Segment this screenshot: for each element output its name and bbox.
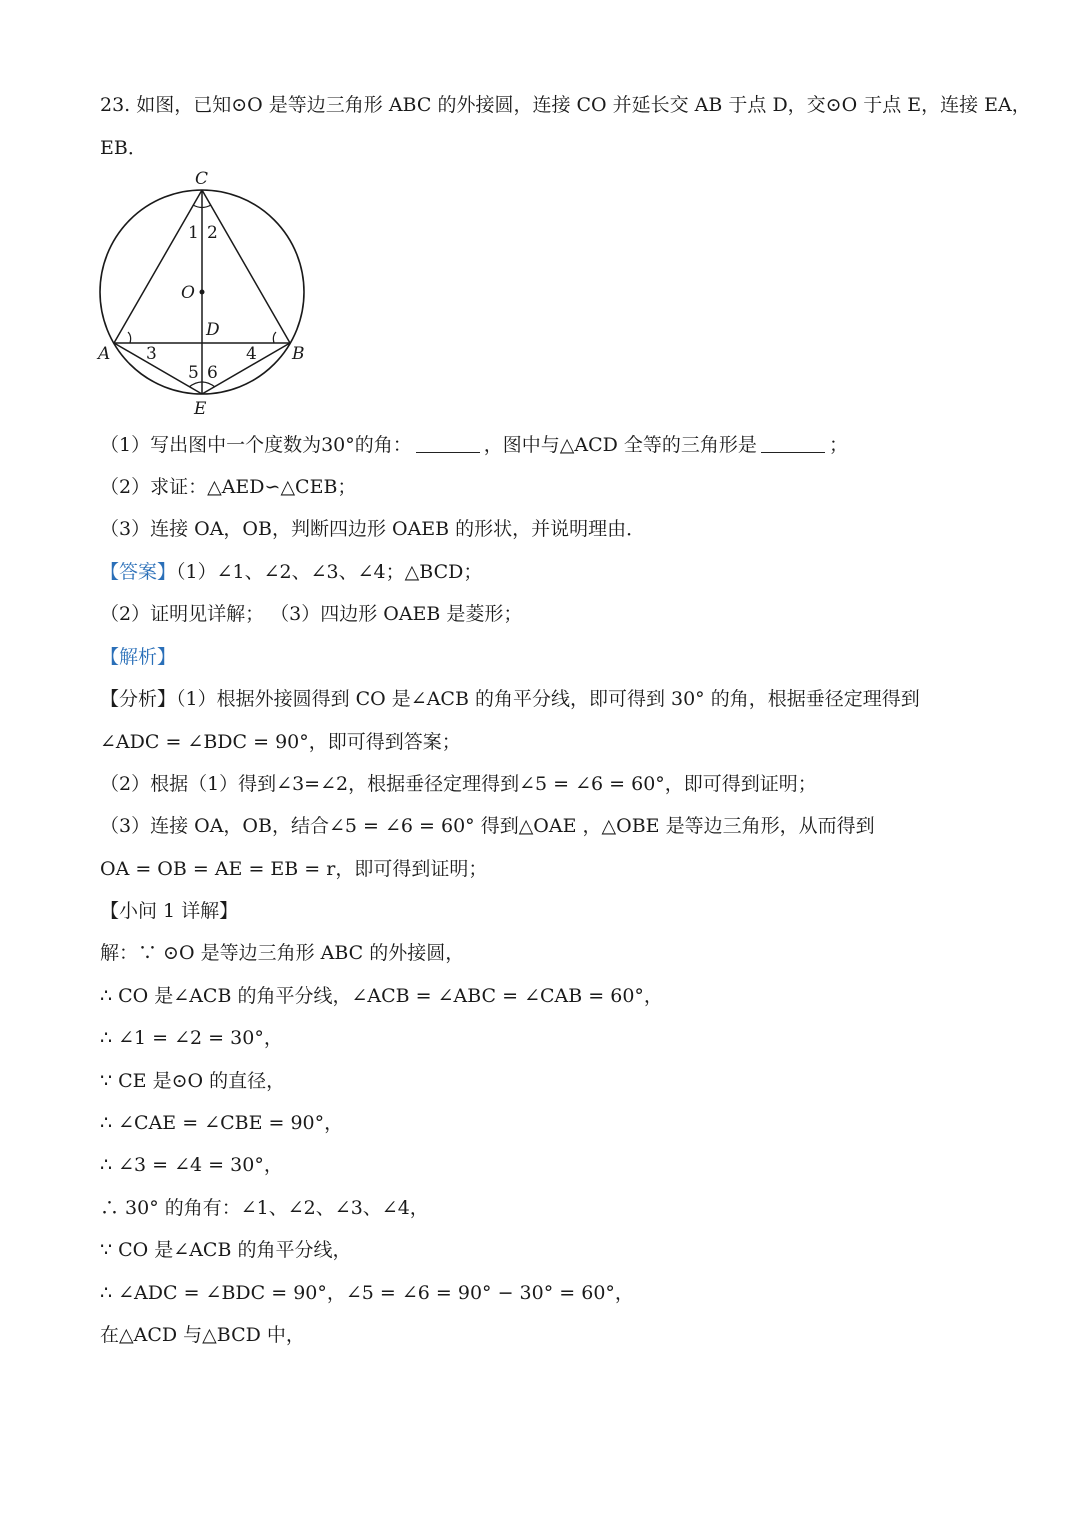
solution-line-8: ∵ CO 是∠ACB 的角平分线， [100,1239,352,1261]
solution-header: 【小问 1 详解】 [100,900,239,922]
answer-tag: 【答案】 [100,561,177,583]
analysis-line-3: （2）根据（1）得到∠3=∠2，根据垂径定理得到∠5 = ∠6 = 60°，即可得到证明； [100,773,817,795]
angle-label-5: 5 [188,363,199,383]
solution-line-4: ∵ CE 是⊙O 的直径， [100,1070,286,1092]
solution-line-3: ∴ ∠1 = ∠2 = 30°， [100,1027,283,1049]
angle-label-3: 3 [146,344,157,364]
angle-arc-b [273,332,276,343]
problem-line-1: 23. 如图，已知⊙O 是等边三角形 ABC 的外接圆，连接 CO 并延长交 AB 于点 D，交⊙O 于点 E，连接 EA， [100,94,1031,116]
analysis-line-5: OA = OB = AE = EB = r，即可得到证明； [100,858,488,880]
analysis-line-1: 【分析】（1）根据外接圆得到 CO 是∠ACB 的角平分线，即可得到 30° 的角，根据垂径定理得到 [100,688,920,710]
question-1-part-c: ； [828,434,848,456]
label-o: O [181,283,195,303]
question-2: （2）求证：△AED∽△CEB； [100,476,357,498]
label-b: B [292,344,305,364]
analysis-tag: 【解析】 [100,646,177,668]
answer-text-1: （1）∠1、∠2、∠3、∠4；△BCD； [176,561,483,583]
solution-line-7: ∴ 30° 的角有：∠1、∠2、∠3、∠4， [100,1197,429,1219]
angle-label-4: 4 [246,344,257,364]
question-3: （3）连接 OA，OB，判断四边形 OAEB 的形状，并说明理由． [100,518,646,540]
analysis-line-2: ∠ADC = ∠BDC = 90°，即可得到答案； [100,731,461,753]
label-e: E [194,399,207,419]
problem-line-2: EB． [100,137,147,159]
solution-line-9: ∴ ∠ADC = ∠BDC = 90°，∠5 = ∠6 = 90° − 30° = 60°， [100,1282,634,1304]
analysis-line-4: （3）连接 OA，OB，结合∠5 = ∠6 = 60° 得到△OAE ，△OBE 是等边三角形，从而得到 [100,815,875,837]
solution-line-10: 在△ACD 与△BCD 中， [100,1324,305,1346]
answer-blank-2 [761,434,825,453]
label-a: A [98,344,111,364]
question-1-part-b: ，图中与△ACD 全等的三角形是 [483,434,757,456]
solution-line-6: ∴ ∠3 = ∠4 = 30°， [100,1154,283,1176]
answer-blank-1 [416,434,480,453]
question-1-part-a: （1）写出图中一个度数为30°的角： [100,434,412,456]
center-dot [200,290,205,295]
answer-line-2: （2）证明见详解； （3）四边形 OAEB 是菱形； [100,603,523,625]
angle-label-1: 1 [188,223,199,243]
question-1 [100,432,1000,458]
geometry-figure [92,162,322,422]
solution-line-5: ∴ ∠CAE = ∠CBE = 90°， [100,1112,344,1134]
label-d: D [206,320,220,340]
solution-line-1: 解：∵ ⊙O 是等边三角形 ABC 的外接圆， [100,942,465,964]
answer-line-1 [100,559,1000,585]
label-c: C [195,169,209,189]
angle-label-6: 6 [207,363,218,383]
angle-arc-a [128,332,131,343]
segment-ca [114,190,202,343]
solution-line-2: ∴ CO 是∠ACB 的角平分线，∠ACB = ∠ABC = ∠CAB = 60°， [100,985,663,1007]
angle-label-2: 2 [207,223,218,243]
